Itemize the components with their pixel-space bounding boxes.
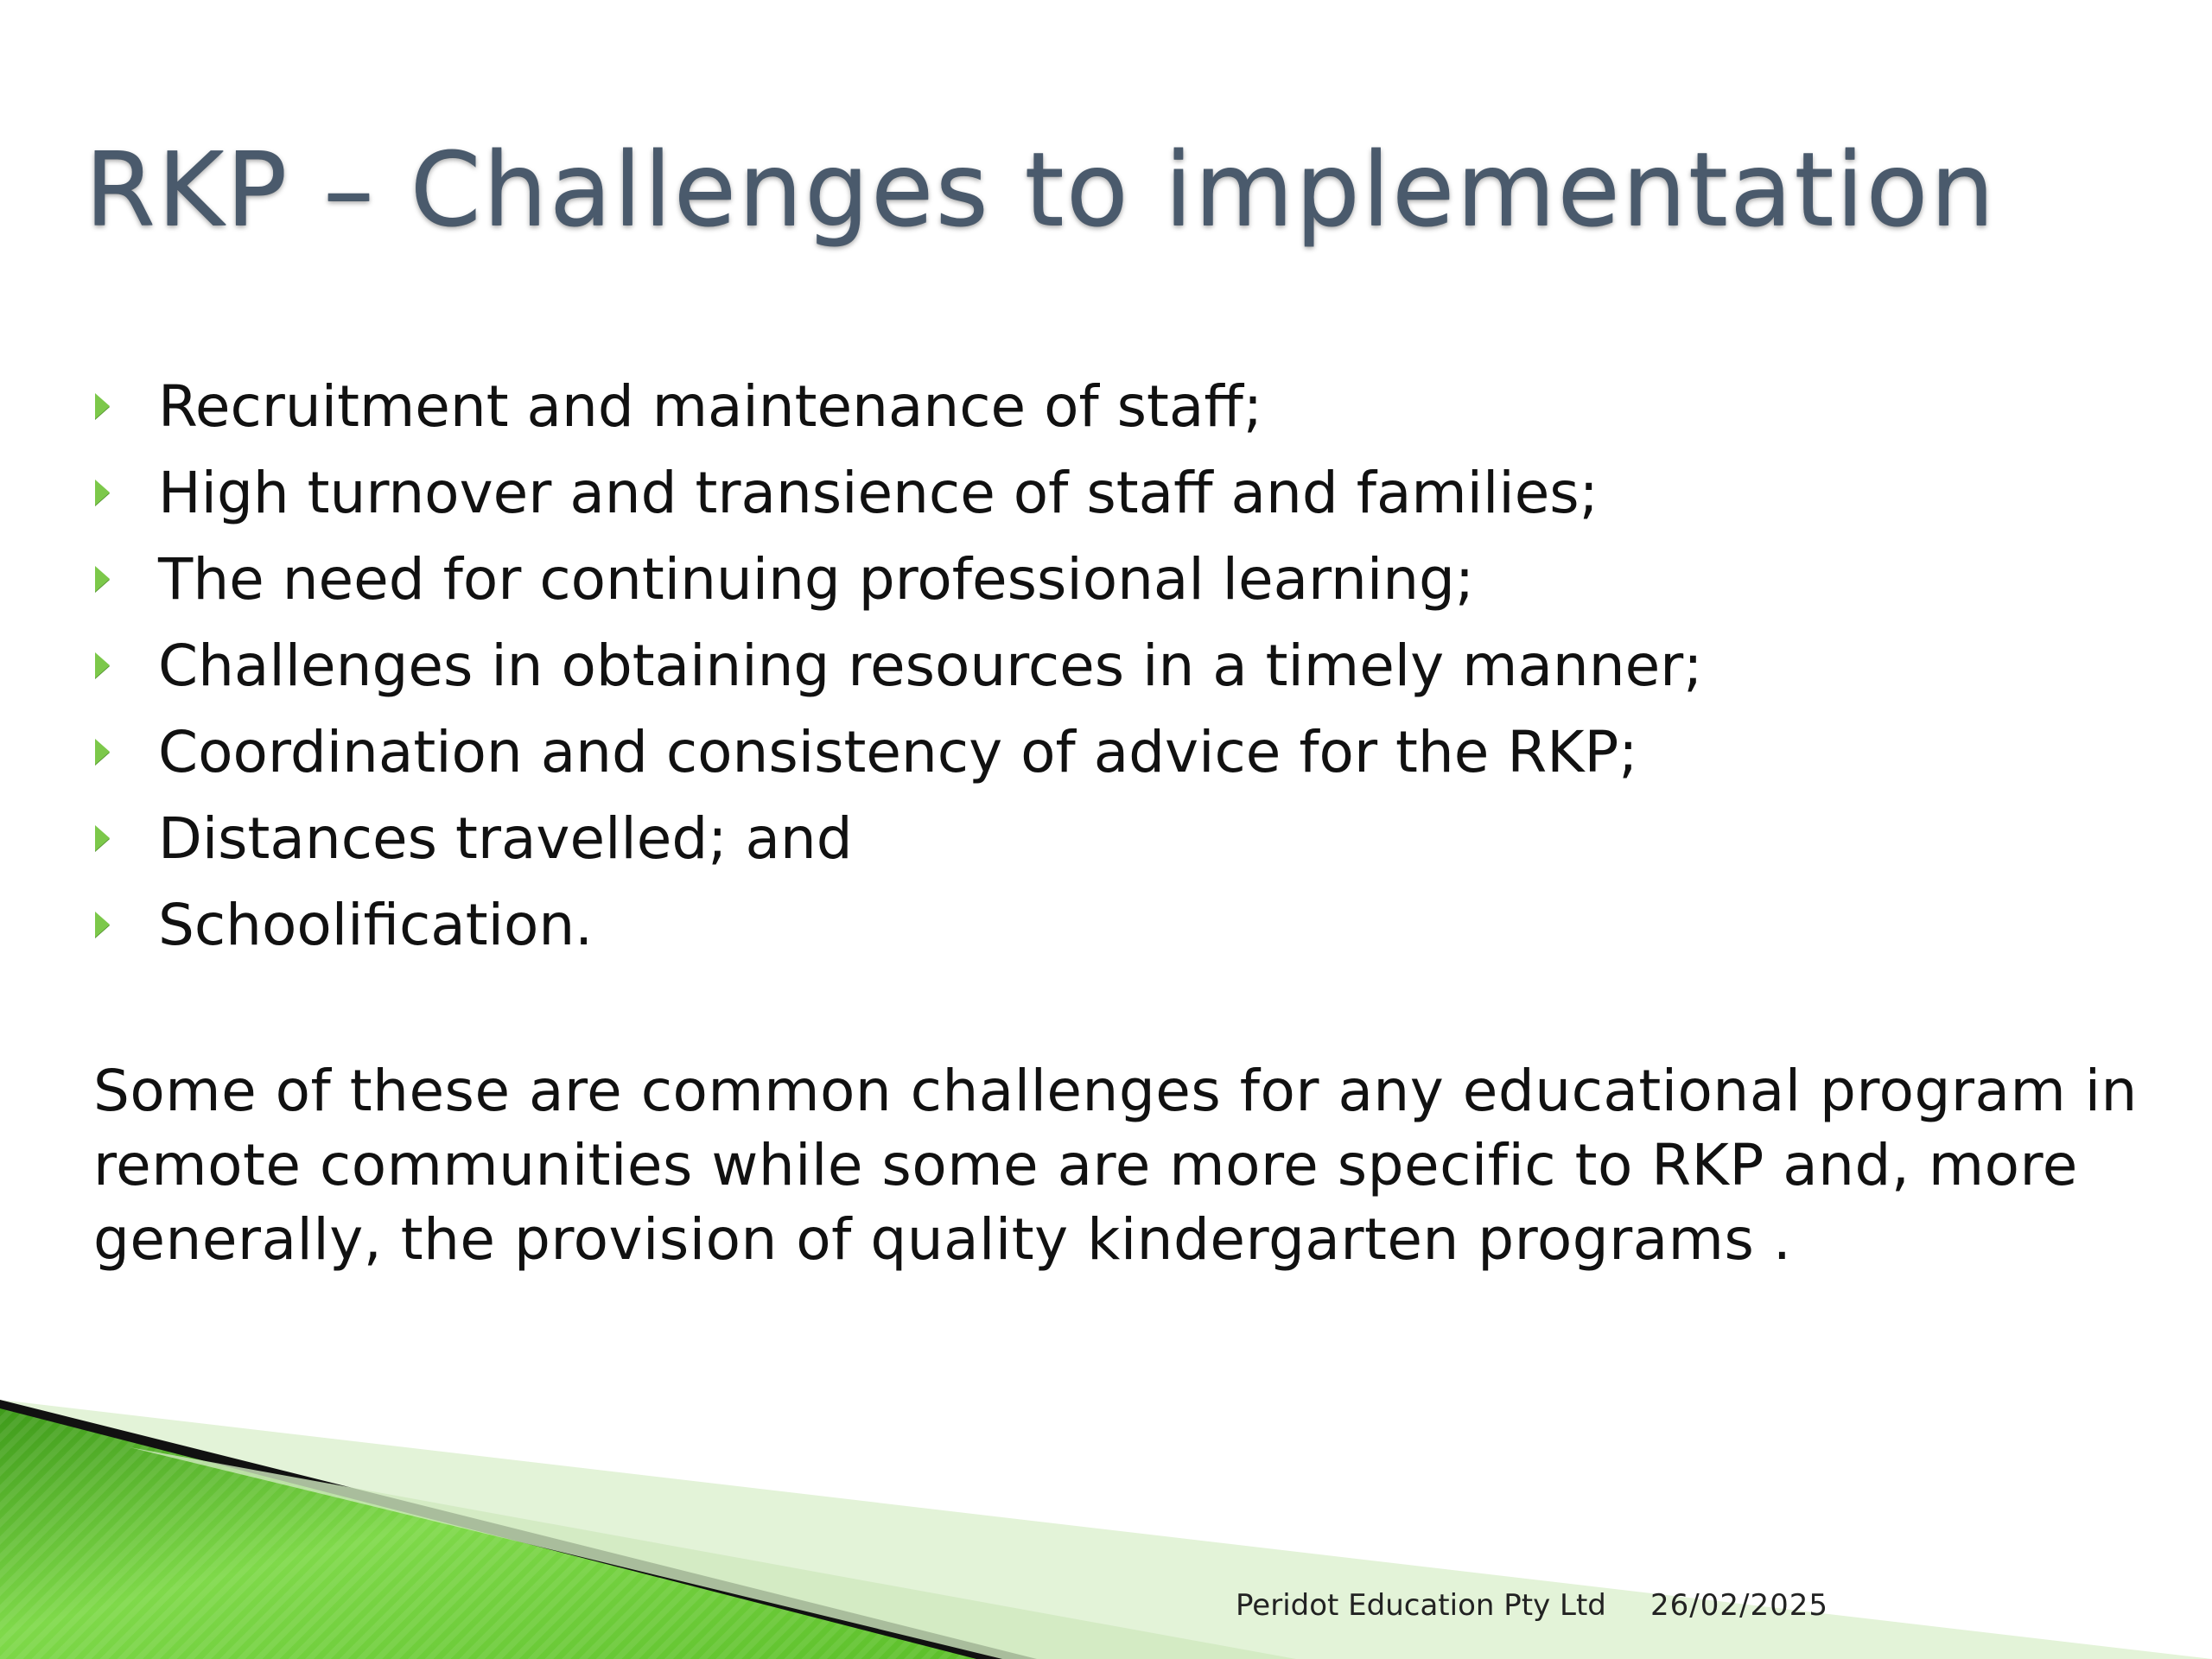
bullet-list: [95, 363, 1703, 968]
bullet-item: [95, 363, 1703, 449]
bullet-text: Schoolification.: [158, 891, 594, 958]
footer-date: 26/02/2025: [1650, 1588, 1828, 1623]
bullet-item: [95, 709, 1703, 795]
bullet-text: Distances travelled; and: [158, 804, 853, 872]
summary-paragraph: Some of these are common challenges for any educational program in remote communities while some are more specific to RKP and, more generally, the provision of quality kindergarten programs .: [93, 1058, 2138, 1273]
triangle-bullet-icon: [95, 825, 110, 851]
bullet-item: [95, 881, 1703, 968]
footer-company: Peridot Education Pty Ltd: [1236, 1588, 1606, 1623]
triangle-bullet-icon: [95, 912, 110, 938]
bullet-text: The need for continuing professional learning;: [158, 545, 1475, 613]
bullet-item: [95, 449, 1703, 536]
triangle-bullet-icon: [95, 480, 110, 505]
slide-title: RKP – Challenges to implementation: [85, 130, 1997, 249]
bullet-item: [95, 622, 1703, 709]
bullet-text: Coordination and consistency of advice for the RKP;: [158, 718, 1638, 785]
green-swoosh-decoration: [0, 1382, 2212, 1659]
bullet-text: Challenges in obtaining resources in a timely manner;: [158, 632, 1703, 699]
bullet-item: [95, 795, 1703, 881]
triangle-bullet-icon: [95, 566, 110, 592]
triangle-bullet-icon: [95, 393, 110, 419]
triangle-bullet-icon: [95, 739, 110, 765]
bullet-text: Recruitment and maintenance of staff;: [158, 372, 1263, 440]
bullet-item: [95, 536, 1703, 622]
triangle-bullet-icon: [95, 652, 110, 678]
bullet-text: High turnover and transience of staff and families;: [158, 459, 1599, 526]
